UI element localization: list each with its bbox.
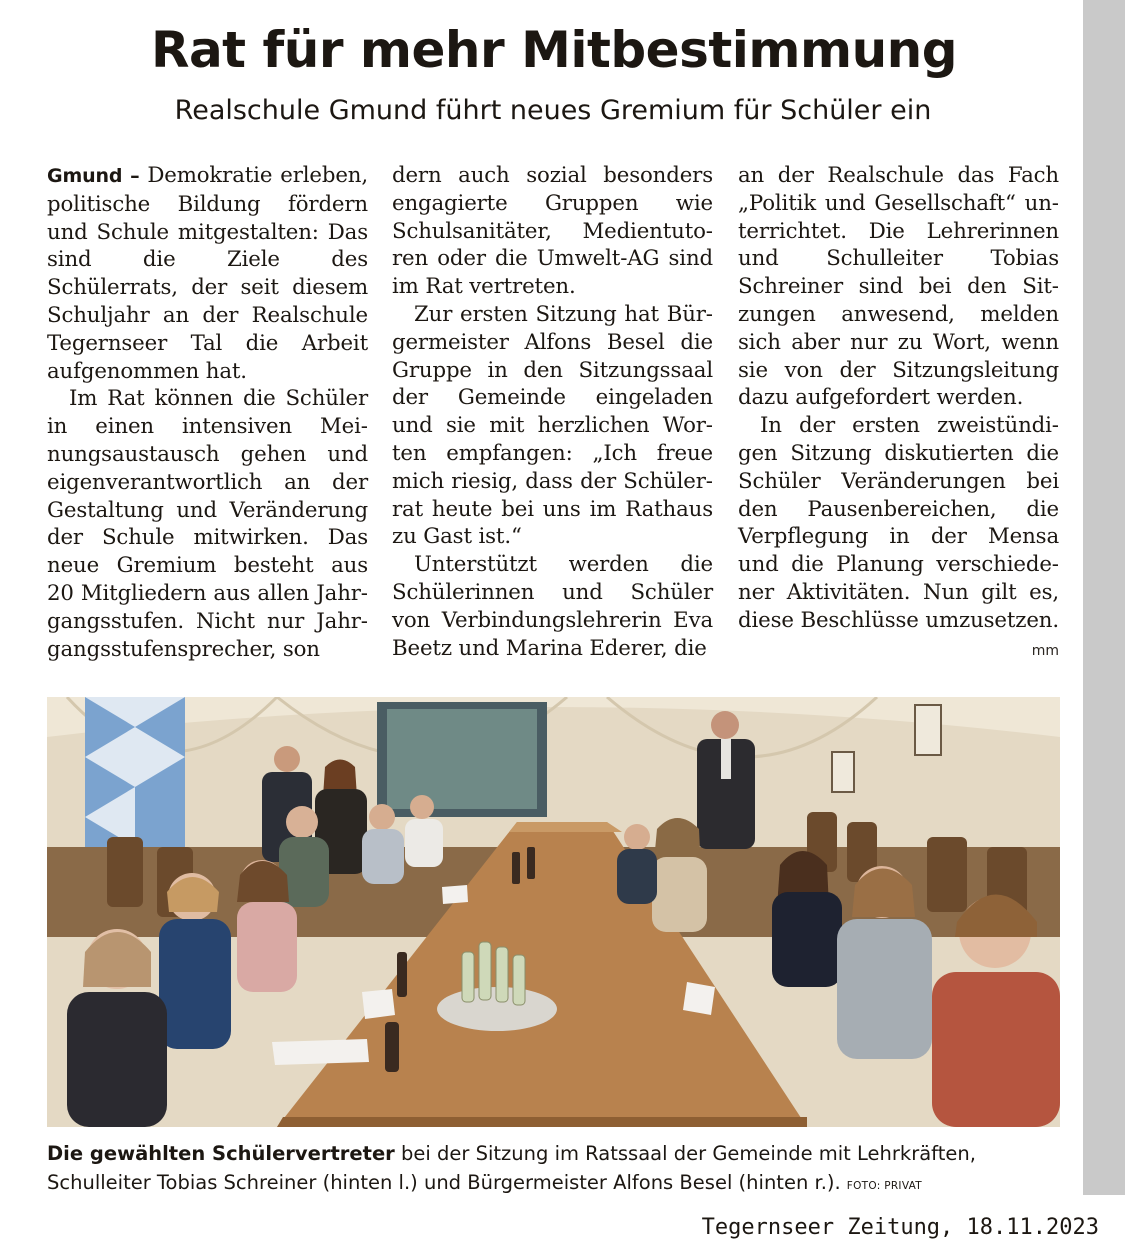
paragraph: Im Rat können die Schüler in einen intensiven Meinungsaustausch gehen und eigenverantwortlich an der Gestaltung und Veränderung der Schule mitwirken. Das neue Gremium besteht aus 20 Mitgliedern aus allen Jahrgangsstufen. Nicht nur Jahrgangsstufensprecher, son [47, 386, 368, 662]
author-initials: mm [1031, 643, 1059, 659]
headline: Rat für mehr Mitbestimmung [150, 21, 958, 79]
photo-caption [47, 1140, 1067, 1200]
article-column-2 [392, 162, 713, 662]
page-edge-strip [1083, 0, 1125, 1195]
source-line: Tegernseer Zeitung, 18.11.2023 [701, 1215, 1099, 1240]
paragraph-text: Demokratie erleben, politische Bildung fördern und Schule mitgestalten: Das sind die Ziele des Schülerrats, der seit diesem Schuljahr an der Realschule Tegernseer Tal die Arbeit aufgenommen hat. [47, 163, 368, 384]
article-column-3 [738, 162, 1059, 635]
article-column-1 [47, 162, 368, 663]
article-photo [47, 697, 1060, 1127]
caption-lead: Die gewählten Schülervertreter [47, 1142, 395, 1165]
paragraph: In der ersten zweistündigen Sitzung diskutierten die Schüler Veränderungen bei den Pausenbereichen, die Verpflegung in der Mensa und die Planung verschiedener Aktivitäten. Nun gilt es, diese Beschlüsse umzusetzen. [738, 413, 1059, 633]
paragraph: Unterstützt werden die Schülerinnen und Schüler von Verbindungslehrerin Eva Beetz und Marina Ederer, die [392, 552, 713, 661]
meeting-room-photo [47, 697, 1060, 1127]
bavarian-flag [85, 697, 185, 847]
dateline: Gmund – [47, 165, 148, 187]
paragraph: Zur ersten Sitzung hat Bürgermeister Alfons Besel die Gruppe in den Sitzungssaal der Gemeinde eingeladen und sie mit herzlichen Worten empfangen: „Ich freue mich riesig, dass der Schülerrat heute bei uns im Rathaus zu Gast ist.“ [392, 301, 713, 550]
photo-credit: FOTO: PRIVAT [846, 1179, 923, 1192]
paragraph [47, 162, 368, 385]
paragraph: dern auch sozial besonders engagierte Gruppen wie Schulsanitäter, Medientutoren oder die Umwelt-AG sind im Rat vertreten. [392, 163, 713, 300]
paragraph: an der Realschule das Fach „Politik und Gesellschaft“ unterrichtet. Die Lehrerinnen und Schulleiter Tobias Schreiner sind bei den Sitzungen anwesend, melden sich aber nur zu Wort, wenn sie von der Sitzungsleitung dazu aufgefordert werden. [738, 163, 1059, 411]
subheadline: Realschule Gmund führt neues Gremium für Schüler ein [174, 95, 932, 126]
caption-text: bei der Sitzung im Ratssaal der Gemeinde mit Lehrkräften, Schulleiter Tobias Schreiner (hinten l.) und Bürgermeister Alfons Besel (hinten r.). [47, 1142, 976, 1194]
